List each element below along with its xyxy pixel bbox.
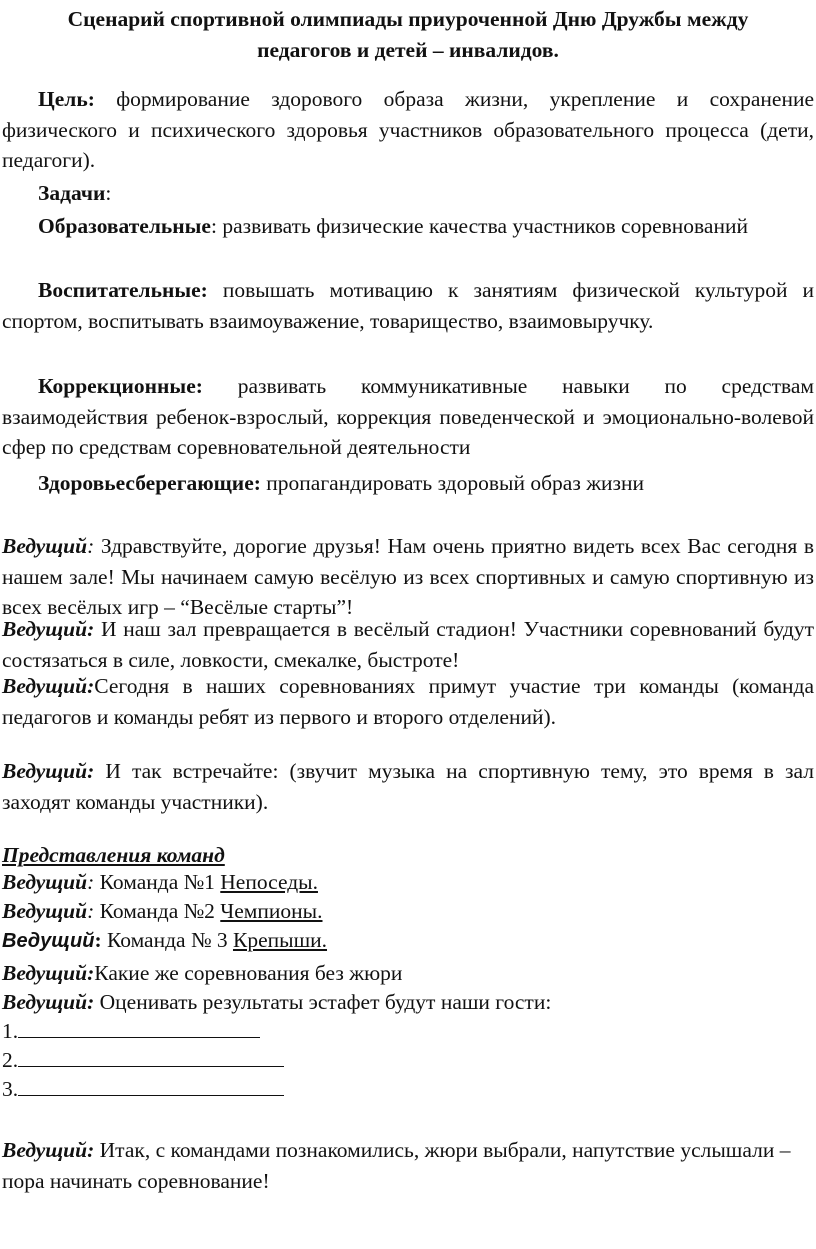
upbringing-label: Воспитательные: [38,278,208,302]
document-title [0,4,816,66]
host-label: Ведущий [2,534,88,558]
teams-heading-text: Представления команд [2,843,225,867]
team-1-prefix: Команда №1 [94,870,221,894]
team-3-prefix: Команда № 3 [101,928,233,952]
host-colon: : [87,899,95,923]
host-line-1 [2,531,814,623]
host-colon: : [87,870,95,894]
jury-line-2-number: 2. [2,1048,19,1072]
correction-task-paragraph [2,371,814,463]
goal-paragraph [2,84,814,176]
educational-text: развивать физические качества участников соревнований [216,214,748,238]
host-line-1-text: Здравствуйте, дорогие друзья! Нам очень приятно видеть всех Вас сегодня в нашем зале! Мы начинаем самую весёлую из всех спортивных и самую спортивную из всех весёлых игр – “Весёлые старты”! [2,534,814,619]
team-2-prefix: Команда №2 [94,899,221,923]
host-final-line [2,1135,814,1196]
health-text: пропагандировать здоровый образ жизни [260,471,645,495]
host-label: Ведущий: [2,759,95,783]
educational-task-paragraph [2,211,814,242]
title-line-1: Сценарий спортивной олимпиады приуроченной Дню Дружбы между [67,7,749,31]
goal-text: формирование здорового образа жизни, укрепление и сохранение физического и психического здоровья участников образовательного процесса (дети, педагоги). [2,87,814,172]
jury-blank-2 [18,1046,284,1067]
team-2-line [2,896,814,927]
jury-blank-3 [18,1075,284,1096]
title-line-2: педагогов и детей – инвалидов. [257,38,559,62]
jury-line-3 [2,1074,814,1105]
correction-label: Коррекционные: [38,374,203,398]
jury-line-2 [2,1045,814,1076]
host-colon: : [94,928,102,952]
host-line-4 [2,756,814,817]
host-line-3 [2,671,814,732]
host-label: Ведущий: [2,617,95,641]
tasks-heading-label: Задачи [38,181,106,205]
team-3-line [2,925,814,957]
host-final-text: Итак, с командами познакомились, жюри выбрали, напутствие услышали – пора начинать соревнование! [2,1138,791,1193]
jury-intro-text: Какие же соревнования без жюри [94,961,403,985]
host-label: Ведущий: [2,1138,95,1162]
host-colon: : [87,534,95,558]
upbringing-task-paragraph [2,275,814,336]
jury-line-3-number: 3. [2,1077,19,1101]
tasks-heading [2,178,814,209]
tasks-heading-colon: : [105,181,112,205]
team-3-name: Крепыши. [232,928,328,952]
host-label: Ведущий [2,930,95,952]
host-label: Ведущий [2,870,88,894]
host-label: Ведущий: [2,961,95,985]
team-1-line [2,867,814,898]
guests-text: Оценивать результаты эстафет будут наши гости: [94,990,552,1014]
host-label: Ведущий [2,899,88,923]
goal-label: Цель: [38,87,95,111]
host-line-4-text: И так встречайте: (звучит музыка на спортивную тему, это время в зал заходят команды участники). [2,759,814,814]
host-label: Ведущий: [2,674,95,698]
health-task-paragraph [2,468,814,499]
host-line-2-text: И наш зал превращается в весёлый стадион! Участники соревнований будут состязаться в силе, ловкости, смекалке, быстроте! [2,617,814,672]
jury-blank-1 [18,1017,260,1038]
jury-intro-line [2,958,814,989]
teams-heading [2,840,814,871]
health-label: Здоровьесберегающие: [38,471,261,495]
jury-line-1-number: 1. [2,1019,19,1043]
host-label: Ведущий: [2,990,95,1014]
host-line-3-text: Сегодня в наших соревнованиях примут участие три команды (команда педагогов и команды ребят из первого и второго отделений). [2,674,814,729]
guests-line [2,987,814,1018]
jury-line-1 [2,1016,814,1047]
correction-text: развивать коммуникативные навыки по средствам взаимодействия ребенок-взрослый, коррекция поведенческой и эмоционально-волевой сфер по средствам соревновательной деятельности [2,374,814,459]
team-1-name: Непоседы. [220,870,318,894]
educational-colon: : [210,214,217,238]
team-2-name: Чемпионы. [220,899,323,923]
educational-label: Образовательные [38,214,211,238]
host-line-2 [2,614,814,675]
upbringing-text: повышать мотивацию к занятиям физической культурой и спортом, воспитывать взаимоуважение, товарищество, взаимовыручку. [2,278,814,333]
